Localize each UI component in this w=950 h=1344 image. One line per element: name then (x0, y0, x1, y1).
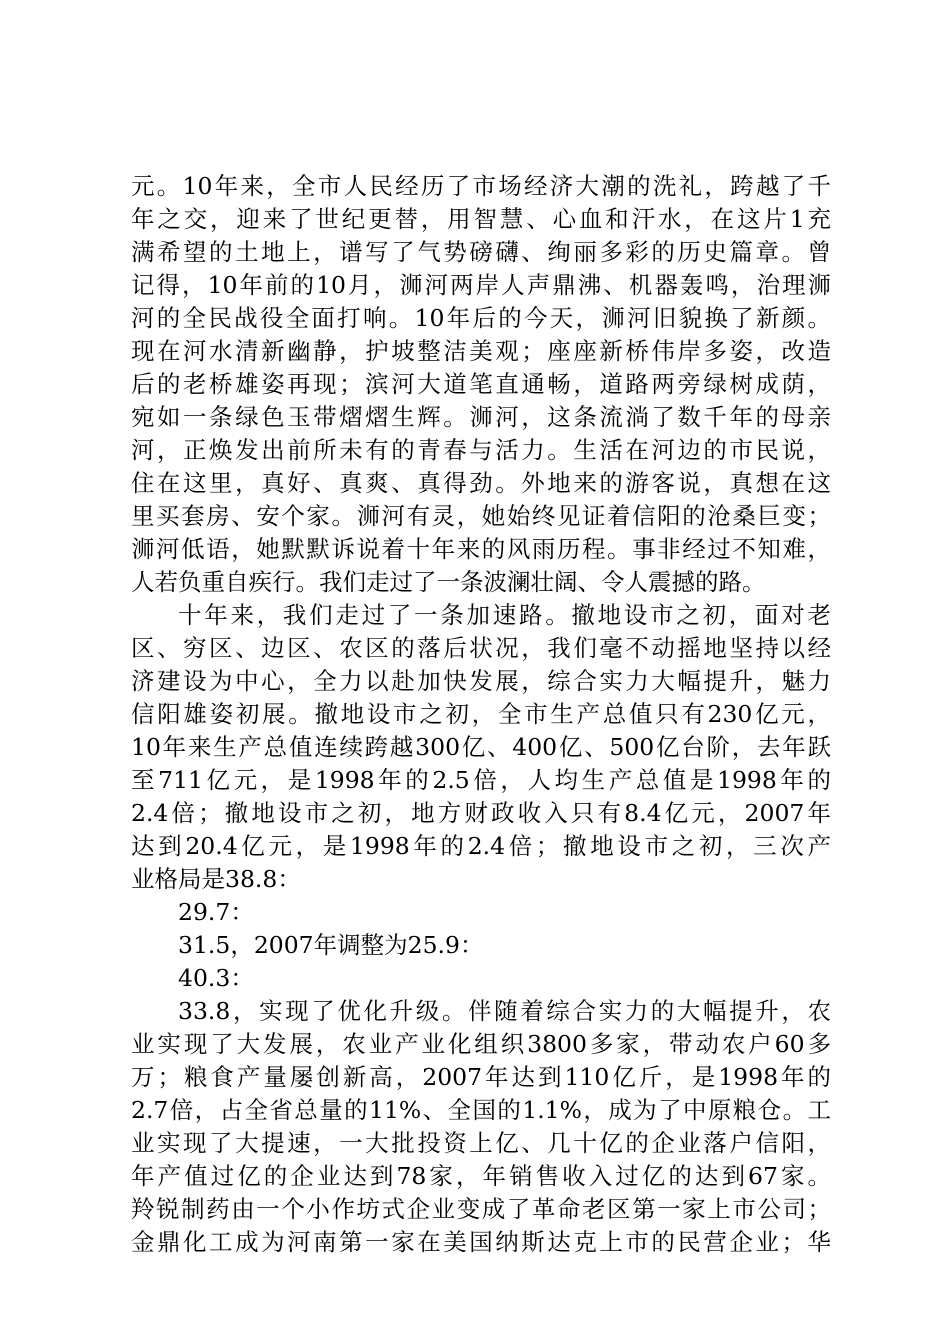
text-line: 满希望的土地上，谱写了气势磅礴、绚丽多彩的历史篇章。曾 (131, 238, 831, 266)
text-line: 31.5，2007年调整为25.9： (178, 931, 484, 959)
text-line: 羚锐制药由一个小作坊式企业变成了革命老区第一家上市公司； (131, 1195, 831, 1223)
text-line: 33.8，实现了优化升级。伴随着综合实力的大幅提升，农 (178, 997, 831, 1025)
text-line: 2.7倍，占全省总量的11%、全国的1.1%，成为了中原粮仓。工 (131, 1096, 831, 1124)
text-line: 住在这里，真好、真爽、真得劲。外地来的游客说，真想在这 (131, 469, 831, 497)
text-line: 29.7： (178, 898, 254, 926)
text-line: 河，正焕发出前所未有的青春与活力。生活在河边的市民说， (131, 436, 831, 464)
text-line: 金鼎化工成为河南第一家在美国纳斯达克上市的民营企业；华 (131, 1228, 831, 1256)
text-line: 40.3： (178, 964, 254, 992)
text-line: 浉河低语，她默默诉说着十年来的风雨历程。事非经过不知难， (131, 535, 831, 563)
text-line: 区、穷区、边区、农区的落后状况，我们毫不动摇地坚持以经 (131, 634, 831, 662)
text-line: 达到20.4亿元，是1998年的2.4倍；撤地设市之初，三次产 (131, 832, 831, 860)
text-line: 业格局是38.8： (131, 865, 301, 893)
text-line: 业实现了大提速，一大批投资上亿、几十亿的企业落户信阳， (131, 1129, 831, 1157)
text-line: 宛如一条绿色玉带熠熠生辉。浉河，这条流淌了数千年的母亲 (131, 403, 831, 431)
text-line: 10年来生产总值连续跨越300亿、400亿、500亿台阶，去年跃 (131, 733, 831, 761)
text-line: 人若负重自疾行。我们走过了一条波澜壮阔、令人震撼的路。 (131, 568, 766, 596)
text-line: 万；粮食产量屡创新高，2007年达到110亿斤，是1998年的 (131, 1063, 831, 1091)
text-line: 至711亿元，是1998年的2.5倍，人均生产总值是1998年的 (131, 766, 831, 794)
text-line: 年产值过亿的企业达到78家，年销售收入过亿的达到67家。 (131, 1162, 831, 1190)
document-body (131, 170, 831, 1259)
text-line: 济建设为中心，全力以赴加快发展，综合实力大幅提升，魅力 (131, 667, 831, 695)
text-line: 元。10年来，全市人民经历了市场经济大潮的洗礼，跨越了千 (131, 172, 831, 200)
text-line: 信阳雄姿初展。撤地设市之初，全市生产总值只有230亿元， (131, 700, 831, 728)
text-line: 河的全民战役全面打响。10年后的今天，浉河旧貌换了新颜。 (131, 304, 831, 332)
text-line: 现在河水清新幽静，护坡整洁美观；座座新桥伟岸多姿，改造 (131, 337, 831, 365)
text-line: 记得，10年前的10月，浉河两岸人声鼎沸、机器轰鸣，治理浉 (131, 271, 831, 299)
text-line: 后的老桥雄姿再现；滨河大道笔直通畅，道路两旁绿树成荫， (131, 370, 831, 398)
text-line: 2.4倍；撤地设市之初，地方财政收入只有8.4亿元，2007年 (131, 799, 831, 827)
text-line: 业实现了大发展，农业产业化组织3800多家，带动农户60多 (131, 1030, 831, 1058)
text-line: 十年来，我们走过了一条加速路。撤地设市之初，面对老 (178, 601, 831, 629)
text-line: 年之交，迎来了世纪更替，用智慧、心血和汗水，在这片1充 (131, 205, 831, 233)
text-line: 里买套房、安个家。浉河有灵，她始终见证着信阳的沧桑巨变； (131, 502, 831, 530)
